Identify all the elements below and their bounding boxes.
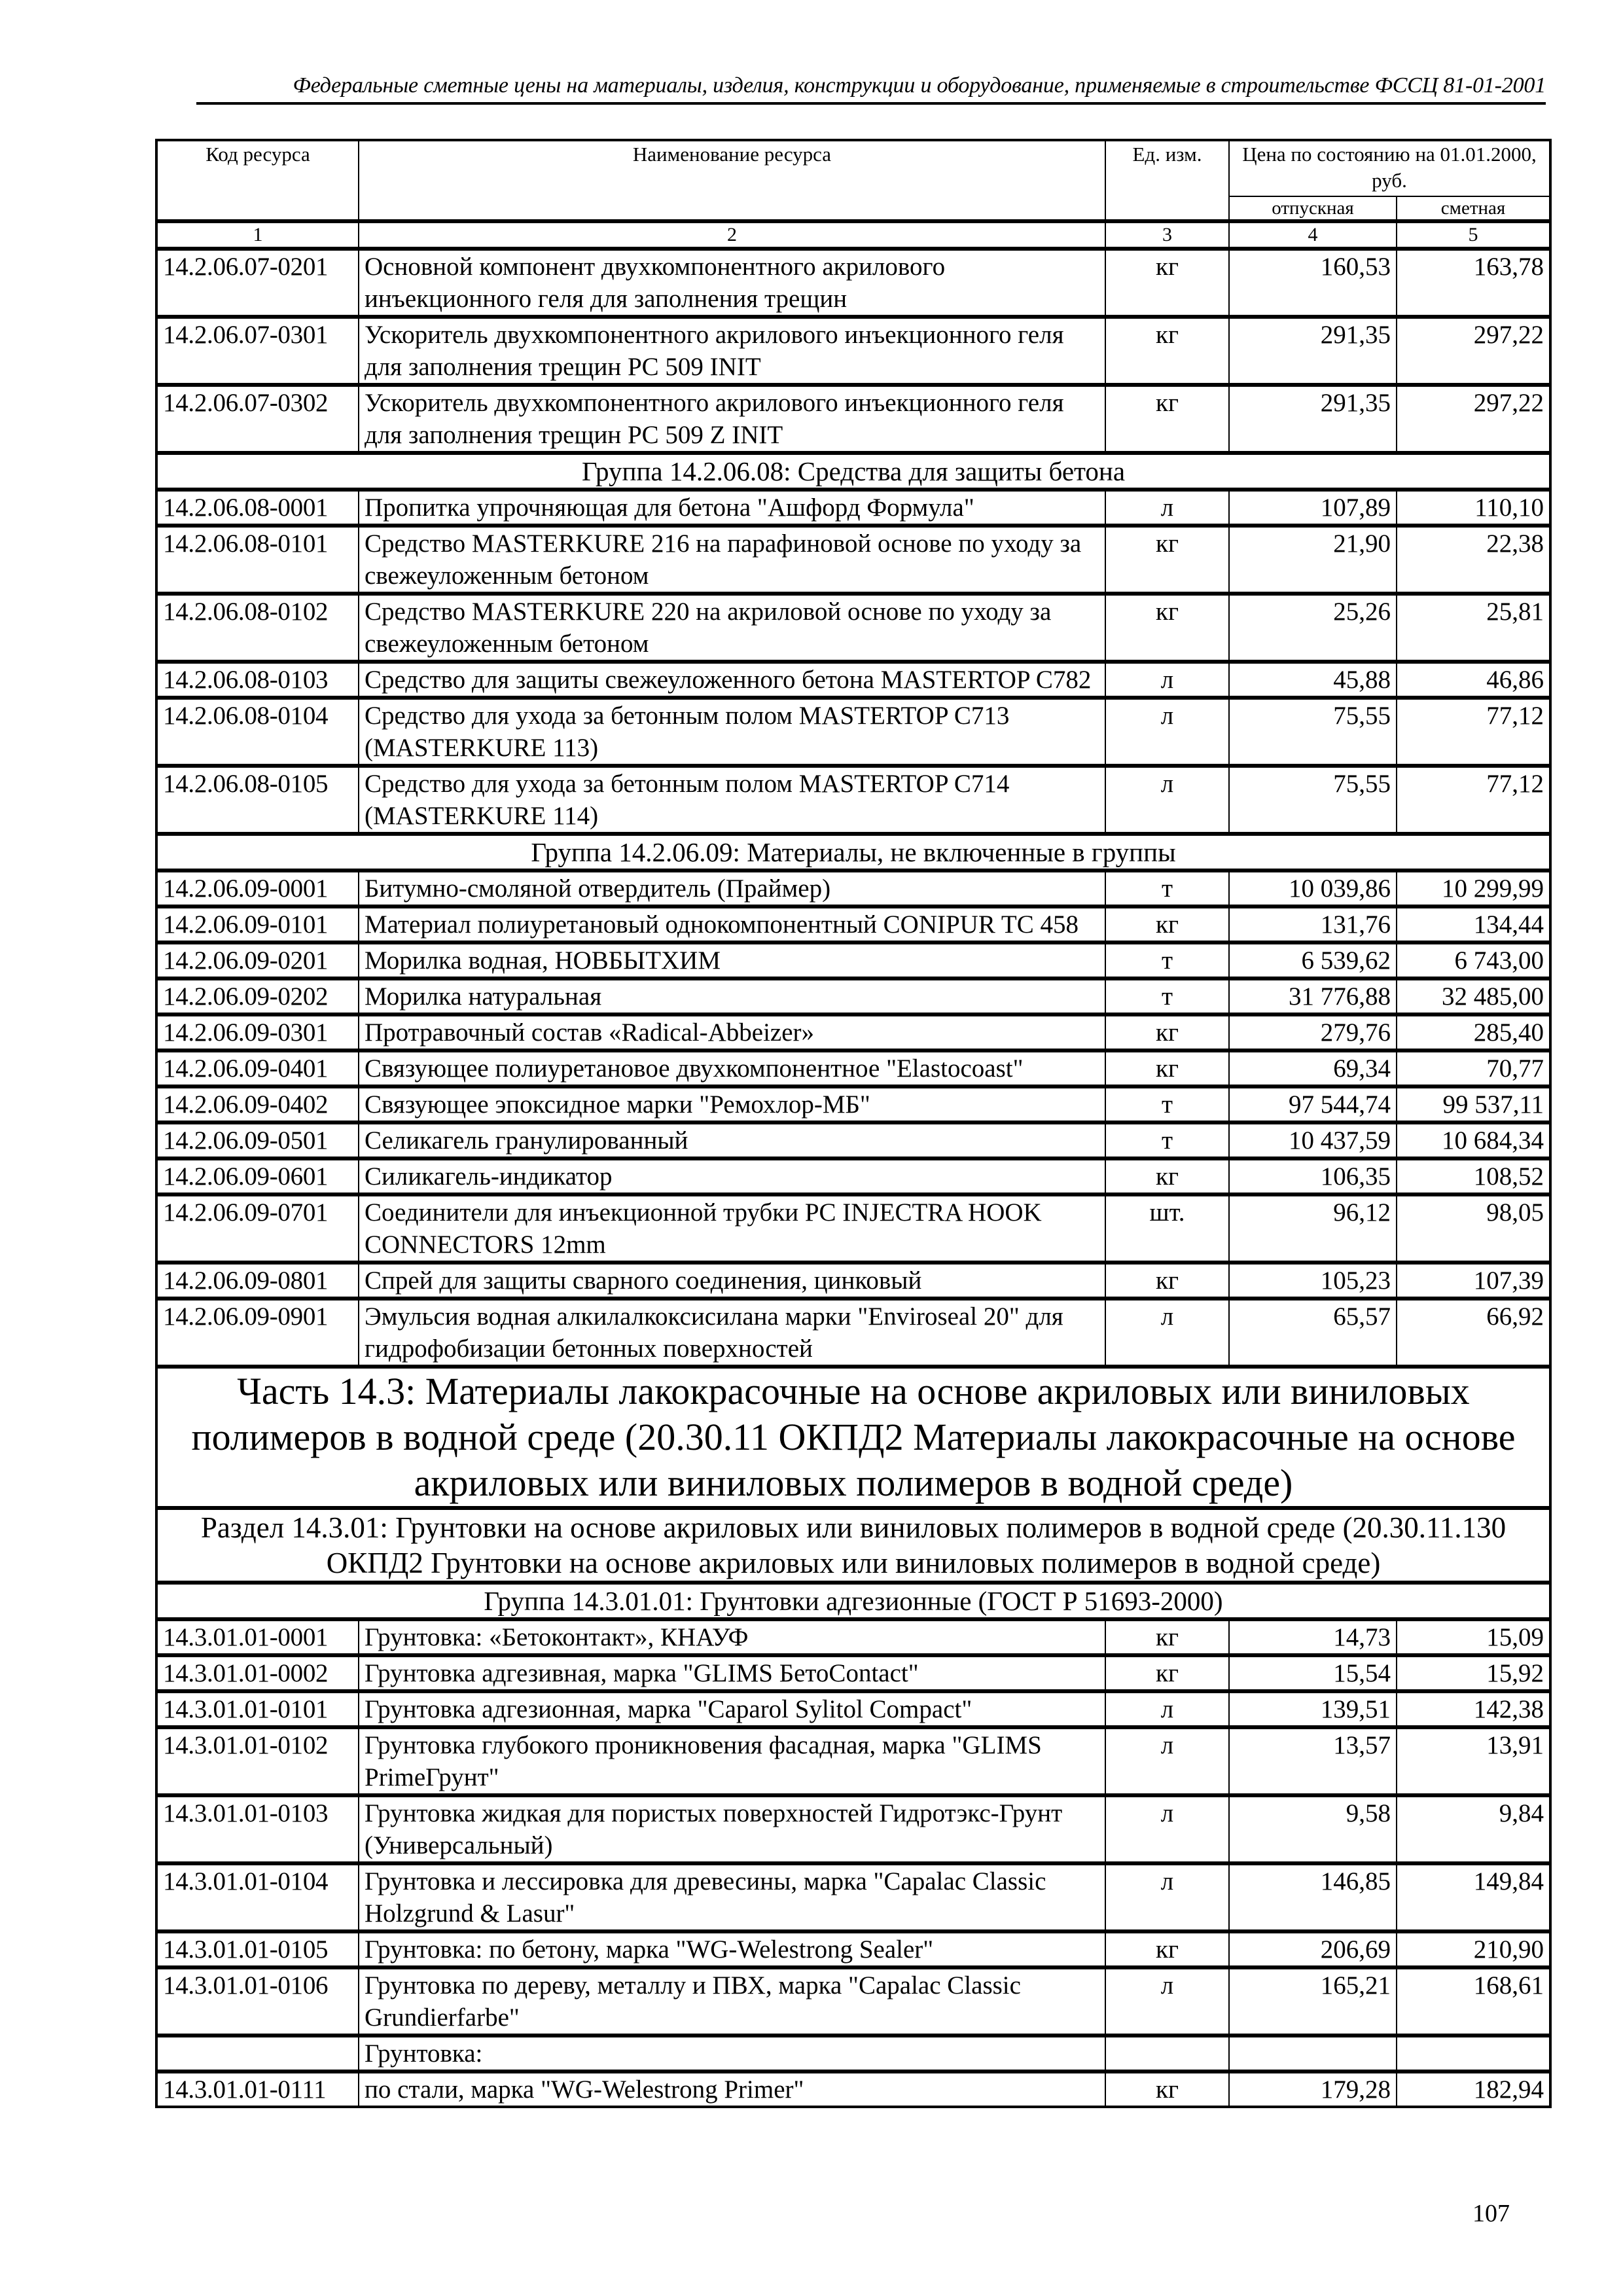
- unit-of-measure: т: [1105, 870, 1229, 906]
- price-estimate: 70,77: [1397, 1050, 1550, 1086]
- unit-of-measure: л: [1105, 698, 1229, 766]
- table-row: [156, 1863, 1550, 1931]
- price-estimate: 285,40: [1397, 1014, 1550, 1050]
- resource-code: 14.2.06.09-0401: [156, 1050, 359, 1086]
- part-heading: Часть 14.3: Материалы лакокрасочные на основе акриловых или виниловых полимеров в водной среде (20.30.11 ОКПД2 Материалы лакокрасочные на основе акриловых или виниловых полимеров в водной среде): [156, 1367, 1550, 1508]
- unit-of-measure: шт.: [1105, 1194, 1229, 1263]
- table-row: [156, 249, 1550, 317]
- table-row: [156, 1655, 1550, 1691]
- unit-of-measure: кг: [1105, 1158, 1229, 1194]
- price-estimate: 10 299,99: [1397, 870, 1550, 906]
- price-estimate: 163,78: [1397, 249, 1550, 317]
- price-release: 21,90: [1229, 526, 1397, 594]
- table-row: [156, 1158, 1550, 1194]
- table-row: [156, 662, 1550, 698]
- price-release: 69,34: [1229, 1050, 1397, 1086]
- resource-code: 14.2.06.09-0501: [156, 1122, 359, 1158]
- resource-name: Связующее полиуретановое двухкомпонентное "Elastocoast": [359, 1050, 1105, 1086]
- header-name: Наименование ресурса: [359, 140, 1105, 221]
- price-release: 45,88: [1229, 662, 1397, 698]
- header-code: Код ресурса: [156, 140, 359, 221]
- price-release: 131,76: [1229, 906, 1397, 942]
- resource-code: 14.3.01.01-0105: [156, 1931, 359, 1967]
- resource-name: Битумно-смоляной отвердитель (Праймер): [359, 870, 1105, 906]
- price-estimate: 297,22: [1397, 317, 1550, 385]
- price-release: 160,53: [1229, 249, 1397, 317]
- price-release: 75,55: [1229, 698, 1397, 766]
- table-row: [156, 594, 1550, 662]
- price-release: 31 776,88: [1229, 978, 1397, 1014]
- resource-code: 14.2.06.09-0601: [156, 1158, 359, 1194]
- resource-name: Средство MASTERKURE 216 на парафиновой основе по уходу за свежеуложенным бетоном: [359, 526, 1105, 594]
- price-release: 15,54: [1229, 1655, 1397, 1691]
- subheading-row: [156, 2036, 1550, 2072]
- resource-name: Селикагель гранулированный: [359, 1122, 1105, 1158]
- price-estimate: 13,91: [1397, 1727, 1550, 1795]
- price-estimate: 168,61: [1397, 1967, 1550, 2036]
- resource-name: Связующее эпоксидное марки "Ремохлор-МБ": [359, 1086, 1105, 1122]
- table-row: [156, 1299, 1550, 1367]
- resource-code: 14.2.06.07-0301: [156, 317, 359, 385]
- resource-name: Ускоритель двухкомпонентного акрилового инъекционного геля для заполнения трещин PC 509 INIT: [359, 317, 1105, 385]
- price-release: 75,55: [1229, 766, 1397, 834]
- table-row: [156, 1619, 1550, 1655]
- price-release: 65,57: [1229, 1299, 1397, 1367]
- resource-code: 14.2.06.09-0001: [156, 870, 359, 906]
- price-estimate: 210,90: [1397, 1931, 1550, 1967]
- resource-name: Грунтовка: «Бетоконтакт», КНАУФ: [359, 1619, 1105, 1655]
- column-number: 4: [1229, 221, 1397, 249]
- resource-name: Протравочный состав «Radical-Abbeizer»: [359, 1014, 1105, 1050]
- price-estimate: 99 537,11: [1397, 1086, 1550, 1122]
- unit-of-measure: л: [1105, 1795, 1229, 1863]
- header-price-release: отпускная: [1229, 196, 1397, 221]
- resource-name: Соединители для инъекционной трубки PC INJECTRA HOOK CONNECTORS 12mm: [359, 1194, 1105, 1263]
- price-release: 105,23: [1229, 1263, 1397, 1299]
- unit-of-measure: кг: [1105, 526, 1229, 594]
- resource-code: 14.2.06.09-0202: [156, 978, 359, 1014]
- table-row: [156, 2072, 1550, 2107]
- price-estimate: 66,92: [1397, 1299, 1550, 1367]
- resource-code: 14.2.06.09-0402: [156, 1086, 359, 1122]
- table-row: [156, 942, 1550, 978]
- price-release: 146,85: [1229, 1863, 1397, 1931]
- group-heading: Группа 14.2.06.08: Средства для защиты бетона: [156, 453, 1550, 490]
- resource-code: 14.2.06.09-0201: [156, 942, 359, 978]
- table-row: [156, 906, 1550, 942]
- table-row: [156, 1194, 1550, 1263]
- price-estimate: 108,52: [1397, 1158, 1550, 1194]
- unit-of-measure: кг: [1105, 1931, 1229, 1967]
- resource-name: Грунтовка и лессировка для древесины, марка "Capalac Classic Holzgrund & Lasur": [359, 1863, 1105, 1931]
- resource-code: 14.2.06.09-0701: [156, 1194, 359, 1263]
- price-release: 107,89: [1229, 490, 1397, 526]
- price-table: [155, 139, 1552, 2108]
- unit-of-measure: т: [1105, 1122, 1229, 1158]
- resource-name: Ускоритель двухкомпонентного акрилового инъекционного геля для заполнения трещин PC 509 Z INIT: [359, 385, 1105, 453]
- resource-code: 14.2.06.09-0101: [156, 906, 359, 942]
- resource-name: Грунтовка по дереву, металлу и ПВХ, марка "Capalac Classic Grundierfarbe": [359, 1967, 1105, 2036]
- price-estimate: 107,39: [1397, 1263, 1550, 1299]
- column-number: 3: [1105, 221, 1229, 249]
- table-row: [156, 385, 1550, 453]
- group-heading: Группа 14.3.01.01: Грунтовки адгезионные (ГОСТ Р 51693-2000): [156, 1583, 1550, 1619]
- table-row: [156, 1967, 1550, 2036]
- price-estimate: 182,94: [1397, 2072, 1550, 2107]
- unit-of-measure: кг: [1105, 594, 1229, 662]
- price-release: 279,76: [1229, 1014, 1397, 1050]
- resource-name: Средство для защиты свежеуложенного бетона MASTERTOP C782: [359, 662, 1105, 698]
- price-release: 9,58: [1229, 1795, 1397, 1863]
- price-estimate: 142,38: [1397, 1691, 1550, 1727]
- running-head: Федеральные сметные цены на материалы, изделия, конструкции и оборудование, применяемые в строительстве ФССЦ 81-01-2001: [293, 73, 1546, 98]
- resource-name: Пропитка упрочняющая для бетона "Ашфорд Формула": [359, 490, 1105, 526]
- resource-code: 14.2.06.09-0901: [156, 1299, 359, 1367]
- resource-name: Грунтовка глубокого проникновения фасадная, марка "GLIMS PrimeГрунт": [359, 1727, 1105, 1795]
- group-heading: Группа 14.2.06.09: Материалы, не включенные в группы: [156, 834, 1550, 870]
- resource-code: 14.2.06.08-0101: [156, 526, 359, 594]
- unit-of-measure: т: [1105, 1086, 1229, 1122]
- unit-of-measure: л: [1105, 1967, 1229, 2036]
- table-row: [156, 490, 1550, 526]
- price-release: 14,73: [1229, 1619, 1397, 1655]
- unit-of-measure: кг: [1105, 249, 1229, 317]
- column-number: 2: [359, 221, 1105, 249]
- resource-name: Материал полиуретановый однокомпонентный CONIPUR TC 458: [359, 906, 1105, 942]
- price-estimate: 110,10: [1397, 490, 1550, 526]
- price-estimate: 6 743,00: [1397, 942, 1550, 978]
- price-release: 291,35: [1229, 385, 1397, 453]
- column-number: 5: [1397, 221, 1550, 249]
- price-release: 106,35: [1229, 1158, 1397, 1194]
- unit-of-measure: л: [1105, 490, 1229, 526]
- resource-code: 14.2.06.07-0302: [156, 385, 359, 453]
- table-row: [156, 1263, 1550, 1299]
- price-release: 25,26: [1229, 594, 1397, 662]
- unit-of-measure: кг: [1105, 1050, 1229, 1086]
- resource-name: по стали, марка "WG-Welestrong Primer": [359, 2072, 1105, 2107]
- table-row: [156, 1931, 1550, 1967]
- resource-name: Морилка водная, НОВБЫТХИМ: [359, 942, 1105, 978]
- price-estimate: 22,38: [1397, 526, 1550, 594]
- price-release: 165,21: [1229, 1967, 1397, 2036]
- unit-of-measure: кг: [1105, 2072, 1229, 2107]
- unit-of-measure: л: [1105, 1691, 1229, 1727]
- resource-name: Средство для ухода за бетонным полом MASTERTOP C713 (MASTERKURE 113): [359, 698, 1105, 766]
- table-row: [156, 1014, 1550, 1050]
- header-unit: Ед. изм.: [1105, 140, 1229, 221]
- resource-name: Основной компонент двухкомпонентного акрилового инъекционного геля для заполнения трещин: [359, 249, 1105, 317]
- resource-name: Средство MASTERKURE 220 на акриловой основе по уходу за свежеуложенным бетоном: [359, 594, 1105, 662]
- resource-code: 14.2.06.08-0104: [156, 698, 359, 766]
- table-row: [156, 698, 1550, 766]
- header-rule: [196, 102, 1546, 105]
- unit-of-measure: кг: [1105, 906, 1229, 942]
- resource-code: 14.2.06.09-0801: [156, 1263, 359, 1299]
- resource-code: 14.3.01.01-0106: [156, 1967, 359, 2036]
- price-release: 291,35: [1229, 317, 1397, 385]
- resource-code: 14.2.06.08-0102: [156, 594, 359, 662]
- price-release: 6 539,62: [1229, 942, 1397, 978]
- price-release: 96,12: [1229, 1194, 1397, 1263]
- unit-of-measure: л: [1105, 662, 1229, 698]
- resource-code: 14.2.06.09-0301: [156, 1014, 359, 1050]
- resource-code: 14.2.06.08-0103: [156, 662, 359, 698]
- price-estimate: 15,92: [1397, 1655, 1550, 1691]
- price-release: 97 544,74: [1229, 1086, 1397, 1122]
- table-row: [156, 1050, 1550, 1086]
- price-release: 206,69: [1229, 1931, 1397, 1967]
- table-row: [156, 1691, 1550, 1727]
- unit-of-measure: кг: [1105, 1014, 1229, 1050]
- resource-name: Грунтовка: по бетону, марка "WG-Welestrong Sealer": [359, 1931, 1105, 1967]
- resource-code: 14.3.01.01-0104: [156, 1863, 359, 1931]
- unit-of-measure: л: [1105, 1299, 1229, 1367]
- price-release: 139,51: [1229, 1691, 1397, 1727]
- price-release: 10 437,59: [1229, 1122, 1397, 1158]
- price-estimate: 32 485,00: [1397, 978, 1550, 1014]
- unit-of-measure: л: [1105, 1727, 1229, 1795]
- resource-code: 14.3.01.01-0101: [156, 1691, 359, 1727]
- price-estimate: 15,09: [1397, 1619, 1550, 1655]
- resource-name: Грунтовка жидкая для пористых поверхностей Гидротэкс-Грунт (Универсальный): [359, 1795, 1105, 1863]
- resource-name: Грунтовка адгезивная, марка "GLIMS БетоContact": [359, 1655, 1105, 1691]
- price-estimate: 77,12: [1397, 698, 1550, 766]
- table-row: [156, 317, 1550, 385]
- resource-name: Спрей для защиты сварного соединения, цинковый: [359, 1263, 1105, 1299]
- table-row: [156, 1086, 1550, 1122]
- unit-of-measure: кг: [1105, 1655, 1229, 1691]
- subheading: Грунтовка:: [359, 2036, 1105, 2072]
- resource-code: 14.2.06.07-0201: [156, 249, 359, 317]
- table-row: [156, 978, 1550, 1014]
- price-estimate: 77,12: [1397, 766, 1550, 834]
- price-estimate: 98,05: [1397, 1194, 1550, 1263]
- unit-of-measure: кг: [1105, 1619, 1229, 1655]
- resource-name: Эмульсия водная алкилалкоксисилана марки "Enviroseal 20" для гидрофобизации бетонных поверхностей: [359, 1299, 1105, 1367]
- price-estimate: 149,84: [1397, 1863, 1550, 1931]
- column-number: 1: [156, 221, 359, 249]
- resource-name: Средство для ухода за бетонным полом MASTERTOP C714 (MASTERKURE 114): [359, 766, 1105, 834]
- price-release: 10 039,86: [1229, 870, 1397, 906]
- resource-name: Грунтовка адгезионная, марка "Caparol Sylitol Compact": [359, 1691, 1105, 1727]
- table-row: [156, 1727, 1550, 1795]
- resource-code: 14.2.06.08-0001: [156, 490, 359, 526]
- column-numbers-row: [156, 221, 1550, 249]
- price-release: 13,57: [1229, 1727, 1397, 1795]
- page-number: 107: [1472, 2200, 1510, 2227]
- price-estimate: 46,86: [1397, 662, 1550, 698]
- header-price-group: Цена по состоянию на 01.01.2000, руб.: [1229, 140, 1550, 196]
- table-row: [156, 526, 1550, 594]
- resource-code: 14.3.01.01-0001: [156, 1619, 359, 1655]
- price-estimate: 10 684,34: [1397, 1122, 1550, 1158]
- resource-code: 14.2.06.08-0105: [156, 766, 359, 834]
- unit-of-measure: л: [1105, 1863, 1229, 1931]
- unit-of-measure: кг: [1105, 385, 1229, 453]
- resource-code: 14.3.01.01-0002: [156, 1655, 359, 1691]
- section-heading: Раздел 14.3.01: Грунтовки на основе акриловых или виниловых полимеров в водной среде (20.30.11.130 ОКПД2 Грунтовки на основе акриловых или виниловых полимеров в водной среде): [156, 1508, 1550, 1583]
- resource-code: 14.3.01.01-0102: [156, 1727, 359, 1795]
- price-estimate: 25,81: [1397, 594, 1550, 662]
- header-price-estimate: сметная: [1397, 196, 1550, 221]
- price-estimate: 297,22: [1397, 385, 1550, 453]
- table-row: [156, 766, 1550, 834]
- unit-of-measure: кг: [1105, 317, 1229, 385]
- table-row: [156, 1122, 1550, 1158]
- unit-of-measure: т: [1105, 942, 1229, 978]
- price-estimate: 9,84: [1397, 1795, 1550, 1863]
- resource-name: Силикагель-индикатор: [359, 1158, 1105, 1194]
- price-release: 179,28: [1229, 2072, 1397, 2107]
- resource-code: 14.3.01.01-0103: [156, 1795, 359, 1863]
- unit-of-measure: л: [1105, 766, 1229, 834]
- resource-name: Морилка натуральная: [359, 978, 1105, 1014]
- unit-of-measure: т: [1105, 978, 1229, 1014]
- table-row: [156, 870, 1550, 906]
- price-estimate: 134,44: [1397, 906, 1550, 942]
- resource-code: 14.3.01.01-0111: [156, 2072, 359, 2107]
- unit-of-measure: кг: [1105, 1263, 1229, 1299]
- table-row: [156, 1795, 1550, 1863]
